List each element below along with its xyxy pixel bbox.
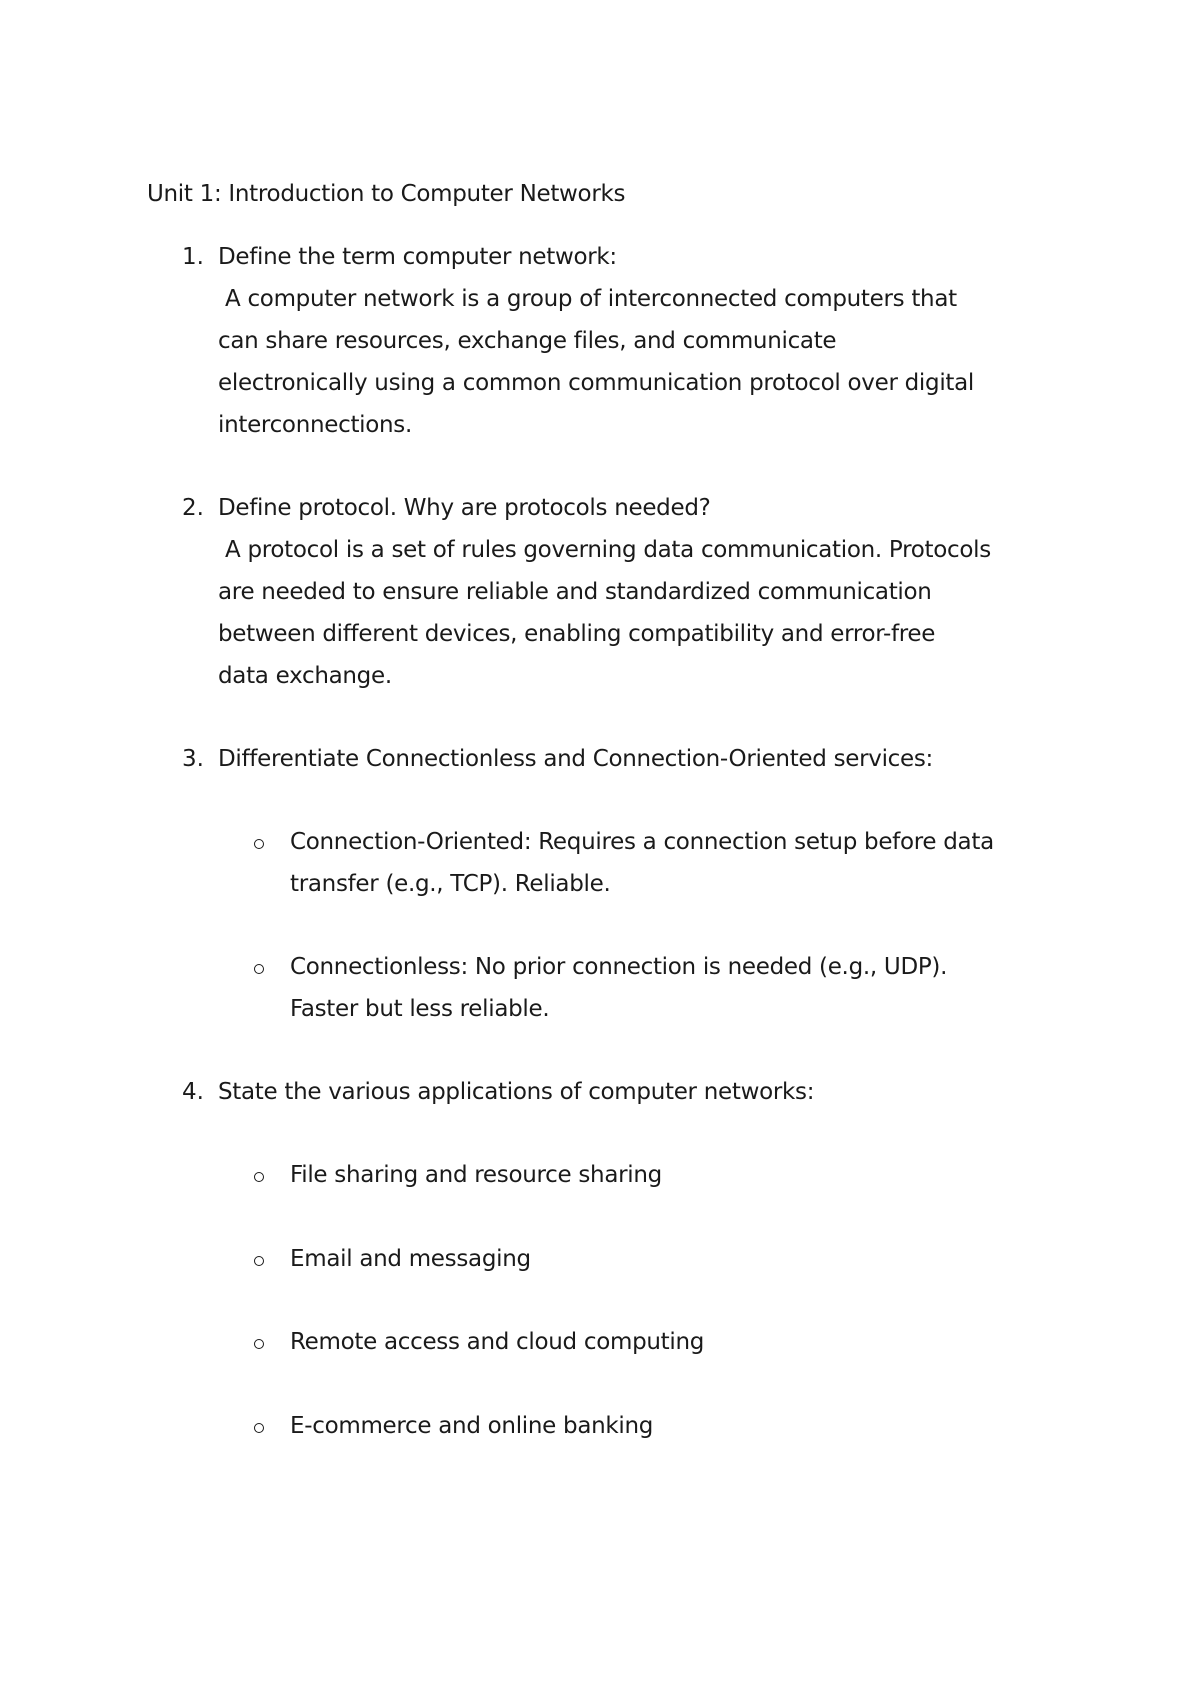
bullet-item-line: Connection-Oriented: Requires a connection setup before data: [290, 829, 994, 855]
bullet-item-line: Faster but less reliable.: [290, 996, 550, 1022]
question-4-text: State the various applications of computer networks:: [218, 1079, 815, 1105]
question-4-number: 4.: [182, 1079, 204, 1105]
question-2-answer-line: between different devices, enabling compatibility and error-free: [218, 621, 936, 647]
hollow-circle-bullet-icon: [254, 1172, 264, 1182]
bullet-item-line: Connectionless: No prior connection is needed (e.g., UDP).: [290, 954, 948, 980]
bullet-item-line: transfer (e.g., TCP). Reliable.: [290, 871, 611, 897]
hollow-circle-bullet-icon: [254, 1256, 264, 1266]
question-3-number: 3.: [182, 746, 204, 772]
question-1-answer-line: A computer network is a group of interconnected computers that: [218, 286, 957, 312]
question-2-answer-line: A protocol is a set of rules governing data communication. Protocols: [218, 537, 991, 563]
hollow-circle-bullet-icon: [254, 964, 264, 974]
question-2-answer-line: are needed to ensure reliable and standardized communication: [218, 579, 932, 605]
document-title: Unit 1: Introduction to Computer Networks: [147, 181, 626, 207]
question-1-answer-line: interconnections.: [218, 412, 413, 438]
hollow-circle-bullet-icon: [254, 1423, 264, 1433]
bullet-item-line: Remote access and cloud computing: [290, 1329, 705, 1355]
question-2-text: Define protocol. Why are protocols needed?: [218, 495, 711, 521]
question-1-number: 1.: [182, 244, 204, 270]
question-1-text: Define the term computer network:: [218, 244, 617, 270]
hollow-circle-bullet-icon: [254, 839, 264, 849]
question-2-number: 2.: [182, 495, 204, 521]
question-2-answer-line: data exchange.: [218, 663, 392, 689]
bullet-item-line: Email and messaging: [290, 1246, 531, 1272]
hollow-circle-bullet-icon: [254, 1339, 264, 1349]
question-1-answer-line: can share resources, exchange files, and communicate: [218, 328, 837, 354]
bullet-item-line: E-commerce and online banking: [290, 1413, 654, 1439]
question-1-answer-line: electronically using a common communication protocol over digital: [218, 370, 975, 396]
bullet-item-line: File sharing and resource sharing: [290, 1162, 662, 1188]
question-3-text: Differentiate Connectionless and Connection-Oriented services:: [218, 746, 933, 772]
